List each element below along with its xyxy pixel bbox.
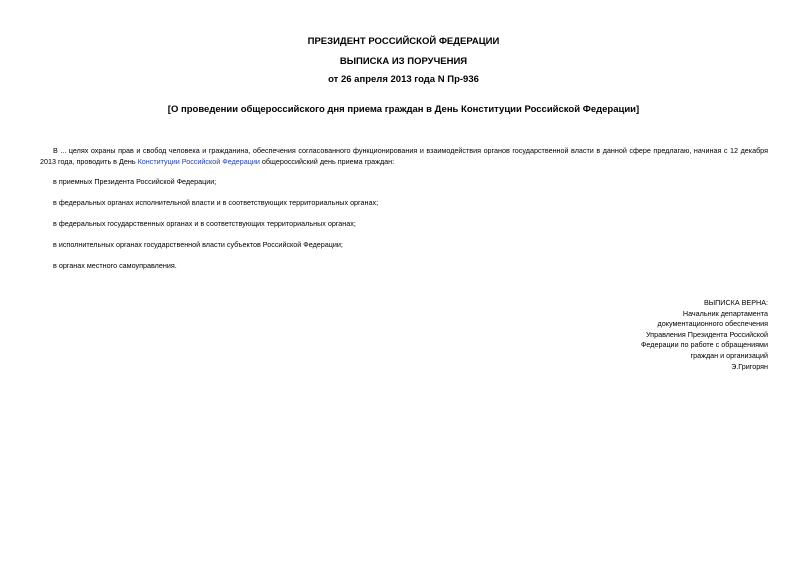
document-issuer: ПРЕЗИДЕНТ РОССИЙСКОЙ ФЕДЕРАЦИИ [307, 36, 500, 47]
signature-line: документационного обеспечения [657, 319, 768, 329]
signature-certified: ВЫПИСКА ВЕРНА: [703, 298, 768, 307]
document-subject: [О проведении общероссийского дня приема граждан в День Конституции Российской Федерации] [167, 104, 640, 115]
list-item: в федеральных органах исполнительной власти и в соответствующих территориальных органах; [53, 198, 379, 207]
list-item: в органах местного самоуправления. [53, 261, 177, 270]
signature-line: Управления Президента Российской [645, 329, 768, 339]
document-date-number: от 26 апреля 2013 года N Пр-936 [328, 74, 479, 85]
list-item: в федеральных государственных органах и в соответствующих территориальных органах; [53, 219, 356, 228]
intro-paragraph [40, 145, 768, 167]
signature-line: граждан и организаций [690, 350, 768, 360]
signature-line: Федерации по работе с обращениями [640, 340, 768, 350]
document-type: ВЫПИСКА ИЗ ПОРУЧЕНИЯ [339, 56, 468, 67]
constitution-link[interactable]: Конституции Российской Федерации [137, 157, 260, 166]
signer-name: Э.Григорян [731, 361, 768, 371]
intro-text-before: В ... целях охраны прав и свобод человека и гражданина, обеспечения согласованного функционирования и взаимодействия органов государственной власти в данной сфере предлагаю, начиная с 12 декабря 2013 года, проводить в День [40, 146, 768, 166]
intro-text-after: общероссийский день приема граждан: [259, 157, 395, 166]
list-item: в исполнительных органах государственной власти субъектов Российской Федерации; [53, 240, 343, 249]
list-item: в приемных Президента Российской Федерации; [53, 177, 217, 186]
signature-block [641, 298, 768, 372]
signature-line: Начальник департамента [682, 308, 768, 318]
